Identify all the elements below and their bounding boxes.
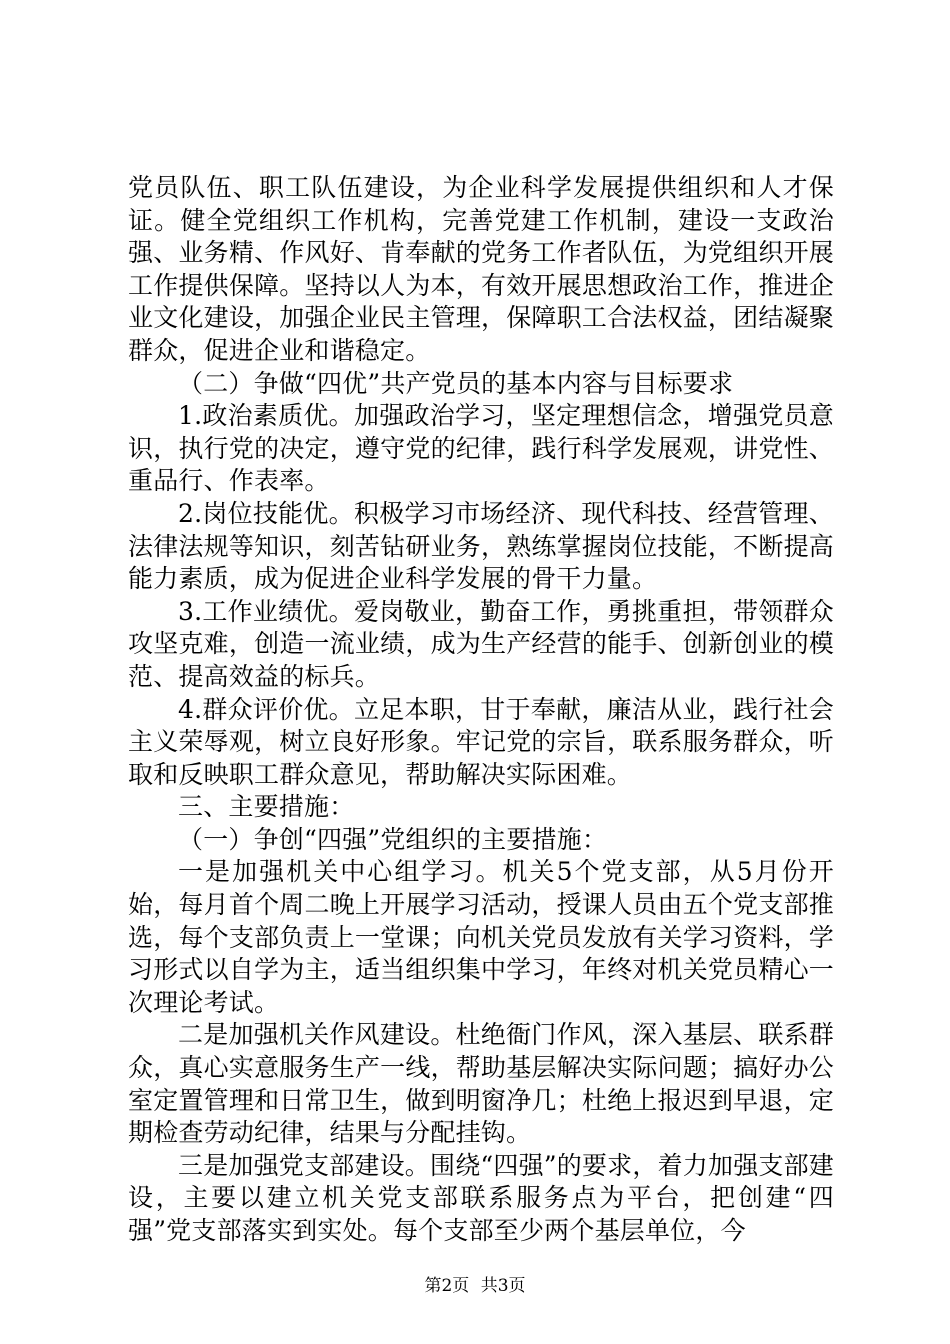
paragraph-political-quality: 1.政治素质优。加强政治学习，坚定理想信念，增强党员意识，执行党的决定，遵守党的纪律，践行科学发展观，讲党性、重品行、作表率。 [128, 401, 834, 496]
page-number: 第2页 [424, 1276, 470, 1296]
heading-four-strong-measures: （一）争创“四强”党组织的主要措施： [178, 824, 608, 854]
paragraph-work-style-building: 二是加强机关作风建设。杜绝衙门作风，深入基层、联系群众，真心实意服务生产一线，帮助基层解决实际问题；搞好办公室定置管理和日常卫生，做到明窗净几；杜绝上报迟到早退，定期检查劳动纪律，结果与分配挂钩。 [128, 1020, 834, 1148]
paragraph-branch-building: 三是加强党支部建设。围绕“四强”的要求，着力加强支部建设，主要以建立机关党支部联系服务点为平台，把创建“四强”党支部落实到实处。每个支部至少两个基层单位，今 [128, 1150, 834, 1245]
document-body [128, 172, 834, 1248]
heading-main-measures: 三、主要措施： [178, 792, 355, 822]
paragraph-job-skills: 2.岗位技能优。积极学习市场经济、现代科技、经营管理、法律法规等知识，刻苦钻研业务，熟练掌握岗位技能，不断提高能力素质，成为促进企业科学发展的骨干力量。 [128, 498, 834, 594]
page-total: 共3页 [480, 1276, 526, 1296]
page-footer [0, 1275, 950, 1297]
paragraph-work-performance: 3.工作业绩优。爱岗敬业，勤奋工作，勇挑重担，带领群众攻坚克难，创造一流业绩，成为生产经营的能手、创新创业的模范、提高效益的标兵。 [128, 596, 834, 691]
paragraph-party-members-building: 党员队伍、职工队伍建设，为企业科学发展提供组织和人才保证。健全党组织工作机构，完善党建工作机制，建设一支政治强、业务精、作风好、肯奉献的党务工作者队伍，为党组织开展工作提供保障。坚持以人为本，有效开展思想政治工作，推进企业文化建设，加强企业民主管理，保障职工合法权益，团结凝聚群众，促进企业和谐稳定。 [128, 173, 834, 365]
paragraph-central-group-study: 一是加强机关中心组学习。机关5个党支部，从5月份开始，每月首个周二晚上开展学习活动，授课人员由五个党支部推选，每个支部负责上一堂课；向机关党员发放有关学习资料，学习形式以自学为主，适当组织集中学习，年终对机关党员精心一次理论考试。 [128, 857, 834, 1017]
paragraph-public-evaluation: 4.群众评价优。立足本职，甘于奉献，廉洁从业，践行社会主义荣辱观，树立良好形象。牢记党的宗旨，联系服务群众，听取和反映职工群众意见，帮助解决实际困难。 [128, 694, 834, 789]
heading-four-excellent-members: （二）争做“四优”共产党员的基本内容与目标要求 [178, 368, 734, 398]
